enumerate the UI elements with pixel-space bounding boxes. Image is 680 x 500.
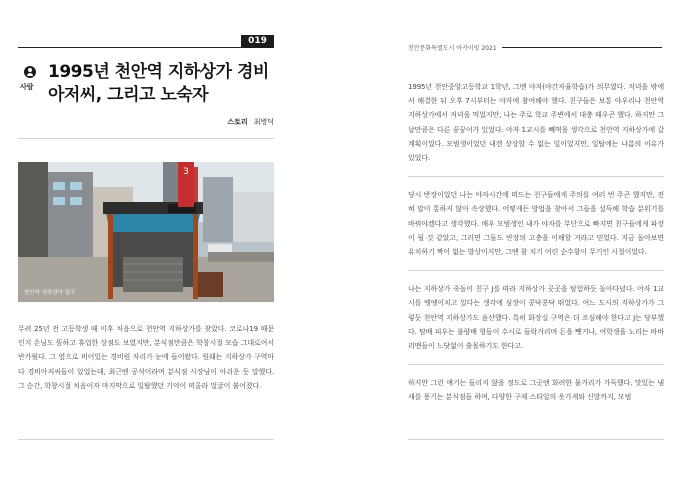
subway-entrance-photo — [18, 162, 274, 302]
byline — [227, 117, 274, 127]
bottom-rule — [408, 439, 664, 440]
photo-illustration — [18, 162, 274, 302]
paragraph: 하지만 그런 얘기는 들리지 않을 정도로 그곳엔 화려한 물거리가 가득했다. 맛있는 냄새를 풍기는 분식점들 하며, 다양한 구제 스타일의 옷가게와 신발까지, 모범 — [408, 379, 664, 402]
byline-label: 스토리 — [227, 118, 248, 126]
bottom-rule — [18, 439, 274, 440]
paragraph: 나는 지하상가 죽돌이 친구 J를 따라 지하상가 곳곳을 탐험하듯 돌아다녔다. 야자 1교시를 땡땡이치고 있다는 생각에 심장이 콩닥콩닥 뛰었다. 여느 도시의 지하상가가 그렇듯 천안역 지하상가도 음산했다. 특히 화장실 구역은 더 조심해야 한다고 J는 당부했다. 탐배 피우는 불량배 형들이 수시로 들락거리며 돈을 뺏거나, 여학생을 노리는 바바리맨들이 느닷없이 출몰하기도 한다고. — [408, 285, 664, 351]
paragraph: 당시 반장이었던 나는 야자시간에 떠드는 친구들에게 주의를 여러 번 주곤 했지만, 전혀 말이 통하지 않아 속상했다. 어떻게든 방법을 찾아서 그들을 설득해 학습 분위기를 바꿔야겠다고 생각했다. 매우 모범생인 내가 야자를 무단으로 빠지면 친구들에게 파장이 될 것 같았고, 그러면 그들도 반장의 고충을 이해할 거라고 믿었다. 지금 돌아보면 유치하기 짝이 없는 발상이지만, 그땐 참 치기 어린 순수함이 무기인 시절이었다. — [408, 191, 664, 257]
page-number: 019 — [241, 35, 274, 48]
article-body — [408, 80, 664, 416]
paragraph-rule — [408, 176, 664, 177]
header-rule — [18, 47, 272, 48]
person-icon — [24, 66, 36, 78]
paragraph-rule — [408, 364, 664, 365]
title-rule — [18, 138, 274, 139]
paragraph: 1995년 천안중앙고등학교 1학년, 그땐 야자(야간자율학습)가 의무였다. 저녁을 밖에서 해결한 뒤 오후 7시부터는 야자에 참여해야 했다. 친구들은 보통 야우리나 천안역 지하상가에서 저녁을 먹었지만, 나는 주로 학교 주변에서 대충 때우곤 했다. 하지만 그날만큼은 다른 꿍꿍이가 있었다. 야자 1교시를 빼먹을 생각으로 천안역 지하상가에 갈 계획이었다. 모범생이었던 내겐 상상할 수 없는 일이었지만, 일탈에는 나름의 이유가 있었다. — [408, 83, 664, 163]
author-name: 최병덕 — [253, 118, 274, 126]
paragraph-rule — [408, 270, 664, 271]
running-header: 천안문화특별도시 아카이빙 2021 — [408, 45, 497, 52]
paragraph: 무려 25년 전 고등학생 때 이후 처음으로 천안역 지하상가를 찾았다. 코로나19 때문인지 손님도 뜸하고 휴업한 상점도 보였지만, 분식점만큼은 학창시절 모습 그대로여서 반가웠다. 그 옆으로 비어있는 경비원 자리가 눈에 들어왔다. 원래는 지하상가 구역마다 경비아저씨들이 있었는데, 최근엔 공석이라며 분식점 사장님이 아쉬운 듯 말했다. 그 순간, 학창시절 처음이자 마지막으로 일탈했던 기억이 떠올라 얼굴이 붉어졌다. — [18, 325, 274, 390]
header-rule — [502, 47, 662, 48]
photo-caption: 천안역 지하상가 입구 — [24, 290, 76, 296]
article-title: 1995년 천안역 지하상가 경비아저씨, 그리고 노숙자 — [48, 62, 269, 105]
category-label: 사람 — [20, 83, 34, 91]
svg-text:3: 3 — [183, 167, 189, 177]
right-page — [340, 0, 680, 500]
intro-paragraph — [18, 322, 274, 404]
